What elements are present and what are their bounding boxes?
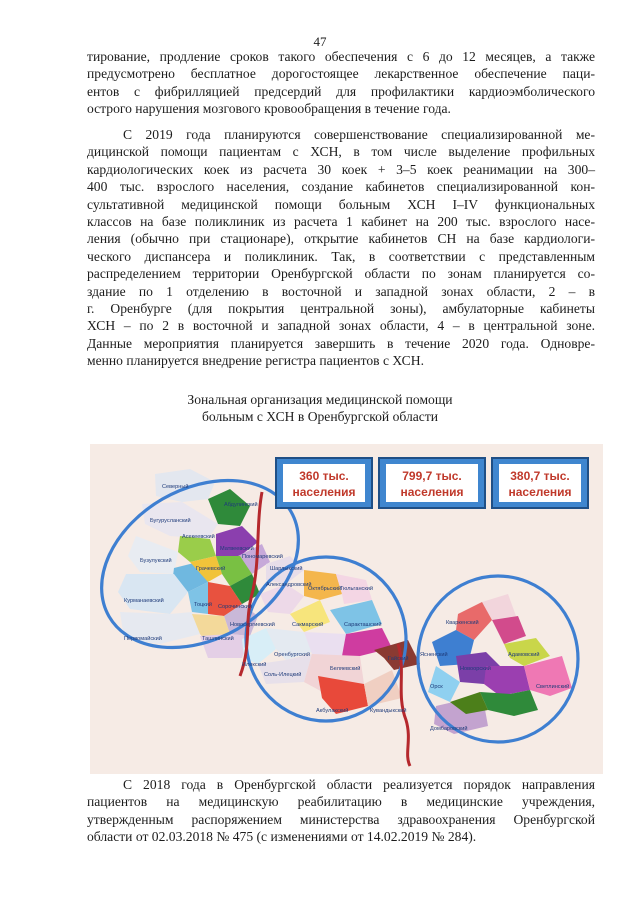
text-line: С 2018 года в Оренбургской области реализуется порядок направления bbox=[123, 777, 595, 792]
district-label: Северный bbox=[162, 484, 189, 490]
district-label: Асекеевский bbox=[182, 534, 215, 540]
district-label: Новоорский bbox=[460, 666, 491, 672]
district-label: Бугурусланский bbox=[150, 518, 191, 524]
page-number: 47 bbox=[313, 34, 327, 49]
district-label: Ясненский bbox=[420, 652, 448, 658]
population-box-east-line2: населения bbox=[508, 485, 572, 499]
paragraph-2 bbox=[87, 126, 595, 370]
paragraph-3 bbox=[87, 776, 595, 846]
population-box-central-line2: населения bbox=[400, 485, 464, 499]
district-label: Акбулакский bbox=[316, 708, 349, 714]
district-label: Абдулинский bbox=[224, 502, 258, 508]
population-box-east bbox=[492, 458, 588, 508]
district-label: Бузулукский bbox=[140, 558, 172, 564]
text-line: Данные мероприятия планируется завершить в течение 2020 года. Одновре- bbox=[87, 335, 595, 351]
text-line: дицинской помощи пациентам с ХСН, в том числе выделение профильных bbox=[87, 144, 595, 160]
text-line: менно планируется внедрение регистра пациентов с ХСН. bbox=[87, 353, 424, 369]
district-label: Орск bbox=[430, 684, 443, 690]
district-label: Беляевский bbox=[330, 666, 361, 672]
text-line: кардиологических коек из расчета 30 коек + 3–5 коек реанимации на 300– bbox=[87, 161, 595, 177]
population-box-west bbox=[276, 458, 372, 508]
text-line: г. Оренбурге (для покрытия центральной зоны), амбулаторные кабинеты bbox=[87, 301, 595, 317]
district-label: Александровский bbox=[266, 582, 312, 588]
text-line: тирование, продление сроков такого обеспечения с 6 до 12 месяцев, а также bbox=[87, 49, 595, 64]
text-line: пациентов на медицинскую реабилитацию в медицинские учреждения, bbox=[87, 794, 595, 810]
text-line: ческого диспансера и поликлиник. Так, в соответствии с представленным bbox=[87, 248, 595, 264]
text-line: области от 02.03.2018 № 475 (с изменениями от 14.02.2019 № 284). bbox=[87, 829, 477, 845]
population-box-central-line1: 799,7 тыс. bbox=[402, 469, 462, 483]
population-box-west-line1: 360 тыс. bbox=[299, 469, 349, 483]
figure-caption bbox=[0, 391, 640, 426]
population-box-west-line2: населения bbox=[292, 485, 356, 499]
district-label: Илекский bbox=[242, 662, 267, 668]
district-label: Новосергиевский bbox=[230, 622, 275, 628]
population-box-central bbox=[379, 458, 485, 508]
district-label: Матвеевский bbox=[220, 546, 254, 552]
district-label: Домбаровский bbox=[430, 726, 468, 732]
district-label: Шарлыкский bbox=[270, 566, 303, 572]
text-line: С 2019 года планируются совершенствование специализированной ме- bbox=[123, 127, 595, 142]
district-label: Соль-Илецкий bbox=[264, 672, 302, 678]
district-label: Курманаевский bbox=[124, 598, 164, 604]
text-line: 400 тыс. взрослого населения, создание кабинетов специализированной кон- bbox=[87, 179, 595, 195]
figure-caption-line-2: больным с ХСН в Оренбургской области bbox=[201, 409, 439, 425]
district-label: Октябрьский bbox=[308, 586, 342, 592]
district-label: Пономаревский bbox=[242, 554, 283, 560]
text-line: распределением территории Оренбургской области по зонам планируется со- bbox=[87, 266, 595, 282]
text-line: здание по 1 отделению в восточной и западной зонах области, 2 – в bbox=[87, 283, 595, 299]
district-label: Кувандыкский bbox=[370, 708, 407, 714]
text-line: ления (обычно при стационаре), открытие кабинетов СН на базе кардиологи- bbox=[87, 231, 595, 247]
text-line: ХСН – по 2 в восточной и западной зонах области, 4 – в центральной зоне. bbox=[87, 318, 595, 334]
district-label: Грачевский bbox=[196, 566, 226, 572]
paragraph-1 bbox=[87, 48, 595, 118]
zonal-map-figure bbox=[90, 444, 603, 774]
district-label: Тоцкий bbox=[194, 602, 212, 608]
district-label: Первомайский bbox=[124, 636, 162, 642]
district-label: Светлинский bbox=[536, 684, 570, 690]
district-label: Сакмарский bbox=[292, 622, 324, 628]
district-label: Тюльганский bbox=[340, 586, 374, 592]
district-label: Гайский bbox=[388, 656, 409, 662]
population-box-east-line1: 380,7 тыс. bbox=[510, 469, 570, 483]
district-label: Адамовский bbox=[508, 652, 540, 658]
district-label: Кваркенский bbox=[446, 620, 479, 626]
text-line: предусмотрено бесплатное дорогостоящее лекарственное обеспечение паци- bbox=[87, 66, 595, 82]
district-label: Ташлинский bbox=[202, 636, 234, 642]
text-line: острого нарушения мозгового кровообращения в течение года. bbox=[87, 101, 451, 117]
text-line: утвержденным распоряжением министерства здравоохранения Оренбургской bbox=[87, 811, 595, 827]
text-line: ентов с фибрилляцией предсердий для профилактики кардиоэмболического bbox=[87, 83, 595, 99]
figure-caption-line-1: Зональная организация медицинской помощи bbox=[187, 392, 453, 407]
district-label: Сорочинский bbox=[218, 604, 252, 610]
district-label: Оренбургский bbox=[274, 652, 310, 658]
district-label: Саракташский bbox=[344, 622, 382, 628]
text-line: классов на базе поликлиник из расчета 1 кабинет на 200 тыс. взрослого насе- bbox=[87, 214, 595, 230]
text-line: сультативной медицинской помощи больным ХСН I–IV функциональных bbox=[87, 196, 595, 212]
